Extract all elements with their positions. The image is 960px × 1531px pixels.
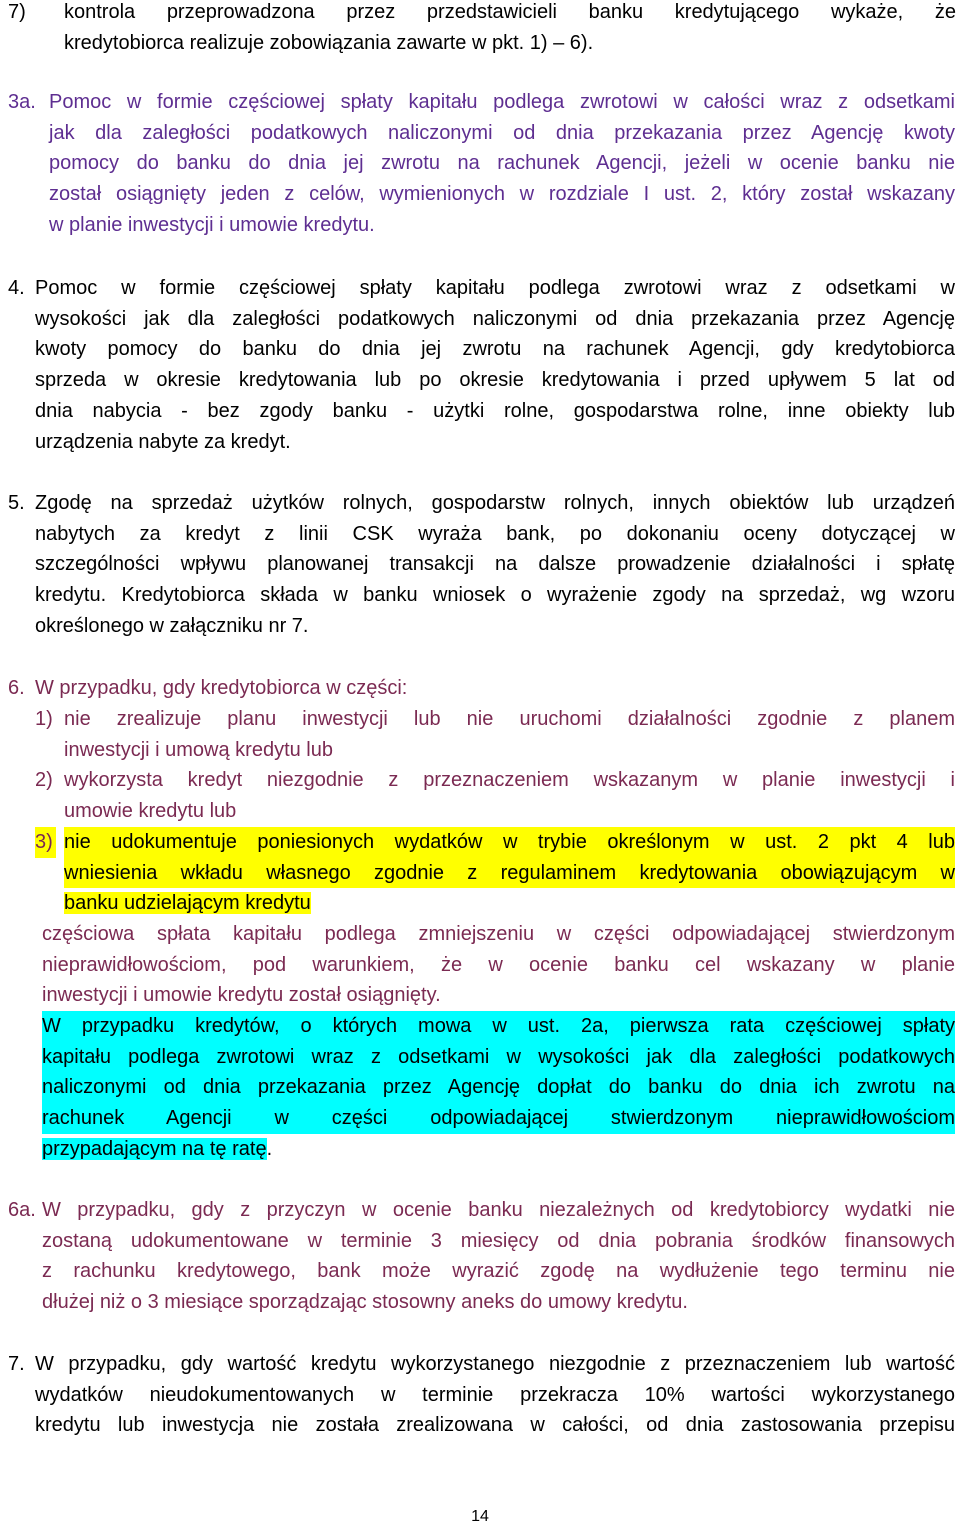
text-line: kredytu. Kredytobiorca składa w banku wniosek o wyrażenie zgody na sprzedaż, wg wzoru <box>35 584 955 607</box>
text-line: wydatków nieudokumentowanych w terminie przekracza 10% wartości wykorzystanego <box>35 1383 955 1406</box>
list-number-2: 2) <box>35 769 53 791</box>
list-item-1 <box>64 704 955 765</box>
text-line: inwestycji i umową kredytu lub <box>64 738 333 761</box>
text-line: określonego w załączniku nr 7. <box>35 614 309 637</box>
list-item-3-highlighted <box>64 827 955 919</box>
paragraph-7 <box>35 1349 955 1441</box>
list-item-2 <box>64 765 955 826</box>
text-line: zostaną udokumentowane w terminie 3 miesięcy od dnia pobrania środków finansowych <box>42 1229 955 1252</box>
highlighted-line: banku udzielającym kredytu <box>64 892 311 915</box>
text-line: Pomoc w formie częściowej spłaty kapitału podlega zwrotowi wraz z odsetkami w <box>35 277 955 299</box>
text-line: umowie kredytu lub <box>64 799 237 822</box>
highlighted-line-wrap <box>42 1134 955 1165</box>
section-number-4: 4. <box>8 277 25 299</box>
text-line: W przypadku, gdy z przyczyn w ocenie banku niezależnych od kredytobiorcy wydatki nie <box>42 1199 955 1221</box>
highlighted-line: przypadającym na tę ratę <box>42 1137 267 1160</box>
text-line: dłużej niż o 3 miesiące sporządzając stosowny aneks do umowy kredytu. <box>42 1291 688 1314</box>
sentence-period: . <box>266 1137 273 1160</box>
paragraph-6-intro: W przypadku, gdy kredytobiorca w części: <box>35 677 408 699</box>
item-number-7: 7) <box>8 1 26 23</box>
paragraph-6a <box>42 1195 955 1318</box>
text-line: kredytu lub inwestycja nie została zrealizowana w całości, od dnia zastosowania przepisu <box>35 1414 955 1437</box>
paragraph-5 <box>35 488 955 642</box>
text-line: inwestycji i umowie kredytu został osiągnięty. <box>42 984 441 1007</box>
text-line: został osiągnięty jeden z celów, wymienionych w rozdziale I ust. 2, który został wskazany <box>49 183 955 206</box>
list-number-3: 3) <box>35 827 56 858</box>
text-line: pomocy do banku do dnia jej zwrotu na rachunek Agencji, jeżeli w ocenie banku nie <box>49 152 955 175</box>
section-number-3a: 3a. <box>8 91 36 113</box>
text-line: sprzeda w okresie kredytowania lub po okresie kredytowania i przed upływem 5 lat od <box>35 369 955 392</box>
text-line: dnia nabycia - bez zgody banku - użytki rolne, gospodarstwa rolne, inne obiekty lub <box>35 399 955 422</box>
paragraph-4 <box>35 273 955 457</box>
text-line: jak dla zaległości podatkowych naliczonymi od dnia przekazania przez Agencję kwoty <box>49 121 955 144</box>
text-line: w planie inwestycji i umowie kredytu. <box>49 213 375 236</box>
section-number-5: 5. <box>8 492 25 514</box>
section-number-7: 7. <box>8 1353 25 1375</box>
section-number-6: 6. <box>8 677 25 699</box>
text-line: z rachunku kredytowego, bank może wyrazić zgodę na wydłużenie tego terminu nie <box>42 1260 955 1283</box>
list-number-1: 1) <box>35 708 53 730</box>
paragraph-3a <box>49 87 955 241</box>
text-line: kredytobiorca realizuje zobowiązania zawarte w pkt. 1) – 6). <box>64 31 594 54</box>
paragraph-6-cyan-highlight <box>42 1011 955 1165</box>
page-number: 14 <box>471 1508 489 1525</box>
paragraph-7-top <box>64 0 956 58</box>
text-line: wykorzysta kredyt niezgodnie z przeznaczeniem wskazanym w planie inwestycji i <box>64 769 955 791</box>
text-line: Zgodę na sprzedaż użytków rolnych, gospodarstw rolnych, innych obiektów lub urządzeń <box>35 492 955 514</box>
text-line: szczególności wpływu planowanej transakcji na dalsze prowadzenie działalności i spłatę <box>35 553 955 576</box>
highlighted-line: W przypadku kredytów, o których mowa w ust. 2a, pierwsza rata częściowej spłaty <box>42 1011 955 1042</box>
highlighted-line: kapitału podlega zwrotowi wraz z odsetkami w wysokości jak dla zaległości podatkowych <box>42 1042 955 1073</box>
paragraph-6-conclusion <box>42 919 955 1011</box>
text-line: kontrola przeprowadzona przez przedstawicieli banku kredytującego wykaże, że <box>64 1 956 23</box>
highlighted-line: rachunek Agencji w części odpowiadającej stwierdzonym nieprawidłowościom <box>42 1103 955 1134</box>
text-line: Pomoc w formie częściowej spłaty kapitału podlega zwrotowi w całości wraz z odsetkami <box>49 91 955 113</box>
text-line: nieprawidłowościom, pod warunkiem, że w ocenie banku cel wskazany w planie <box>42 953 955 976</box>
text-line: częściowa spłata kapitału podlega zmniejszeniu w części odpowiadającej stwierdzonym <box>42 923 955 945</box>
text-line: wysokości jak dla zaległości podatkowych naliczonymi od dnia przekazania przez Agencję <box>35 307 955 330</box>
highlighted-line: wniesienia wkładu własnego zgodnie z regulaminem kredytowania obowiązującym w <box>64 858 955 889</box>
section-number-6a: 6a. <box>8 1199 36 1221</box>
text-line: W przypadku, gdy wartość kredytu wykorzystanego niezgodnie z przeznaczeniem lub wartość <box>35 1353 955 1375</box>
highlighted-line: naliczonymi od dnia przekazania przez Agencję dopłat do banku do dnia ich zwrotu na <box>42 1072 955 1103</box>
text-line: urządzenia nabyte za kredyt. <box>35 430 291 453</box>
text-line: nie zrealizuje planu inwestycji lub nie uruchomi działalności zgodnie z planem <box>64 708 955 730</box>
highlighted-line-wrap <box>64 888 955 919</box>
text-line: nabytych za kredyt z linii CSK wyraża bank, po dokonaniu oceny dotyczącej w <box>35 522 955 545</box>
highlighted-line: nie udokumentuje poniesionych wydatków w trybie określonym w ust. 2 pkt 4 lub <box>64 827 955 858</box>
text-line: kwoty pomocy do banku do dnia jej zwrotu na rachunek Agencji, gdy kredytobiorca <box>35 338 955 361</box>
